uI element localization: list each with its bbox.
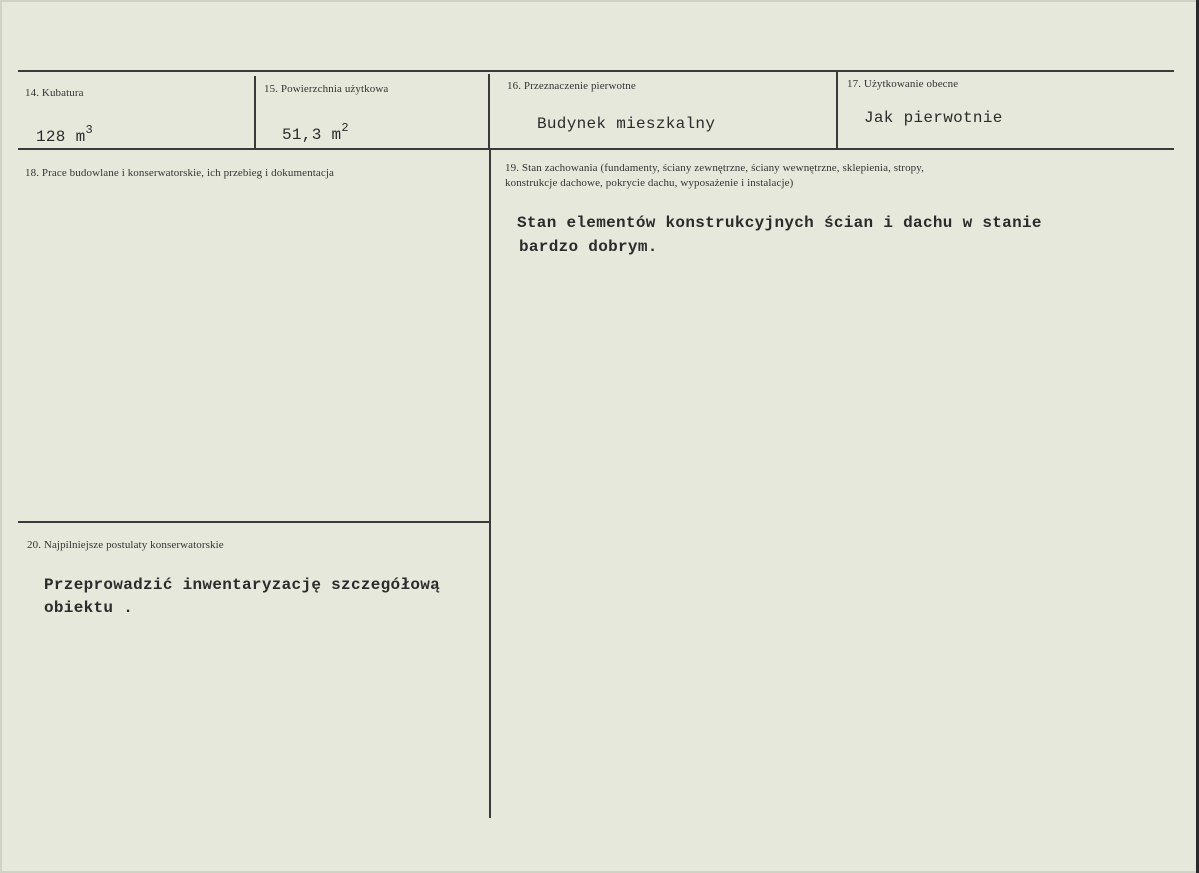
top-row-bottom-border [18, 148, 1174, 150]
field-15-label: 15. Powierzchnia użytkowa [264, 83, 389, 95]
main-column-divider [489, 150, 491, 818]
field-20-label: 20. Najpilniejsze postulaty konserwatorskie [27, 539, 224, 551]
field-15-value: 51,3 $m^2$ [282, 121, 349, 144]
field-16-label: 16. Przeznaczenie pierwotne [507, 80, 636, 92]
field-18-label: 18. Prace budowlane i konserwatorskie, ich przebieg i dokumentacja [25, 167, 334, 179]
divider-14-15 [254, 76, 256, 150]
field-20-value-line1: Przeprowadzić inwentaryzację szczegółową [44, 576, 441, 594]
field-14-value: 128 $m^3$ [36, 123, 94, 146]
field-14-label: 14. Kubatura [25, 87, 84, 99]
field-16-value: Budynek mieszkalny [537, 115, 716, 133]
field-17-label: 17. Użytkowanie obecne [847, 78, 959, 90]
field-19-label-line1: 19. Stan zachowania (fundamenty, ściany zewnętrzne, ściany wewnętrzne, sklepienia, stropy, [505, 162, 925, 174]
top-row-top-border [18, 70, 1174, 72]
divider-15-16 [488, 74, 490, 150]
field-17-value: Jak pierwotnie [864, 109, 1003, 127]
field-19-value-line1: Stan elementów konstrukcyjnych ścian i dachu w stanie [517, 214, 1042, 232]
field-19-label-line2: konstrukcje dachowe, pokrycie dachu, wyposażenie i instalacje) [505, 177, 794, 189]
divider-16-17 [836, 72, 838, 148]
field-20-value-line2: obiektu . [44, 599, 134, 617]
field-14-unit-exponent: 3 [85, 123, 94, 137]
section-18-20-divider [18, 521, 490, 523]
field-15-unit-exponent: 2 [341, 121, 349, 135]
field-19-value-line2: bardzo dobrym. [519, 238, 658, 256]
